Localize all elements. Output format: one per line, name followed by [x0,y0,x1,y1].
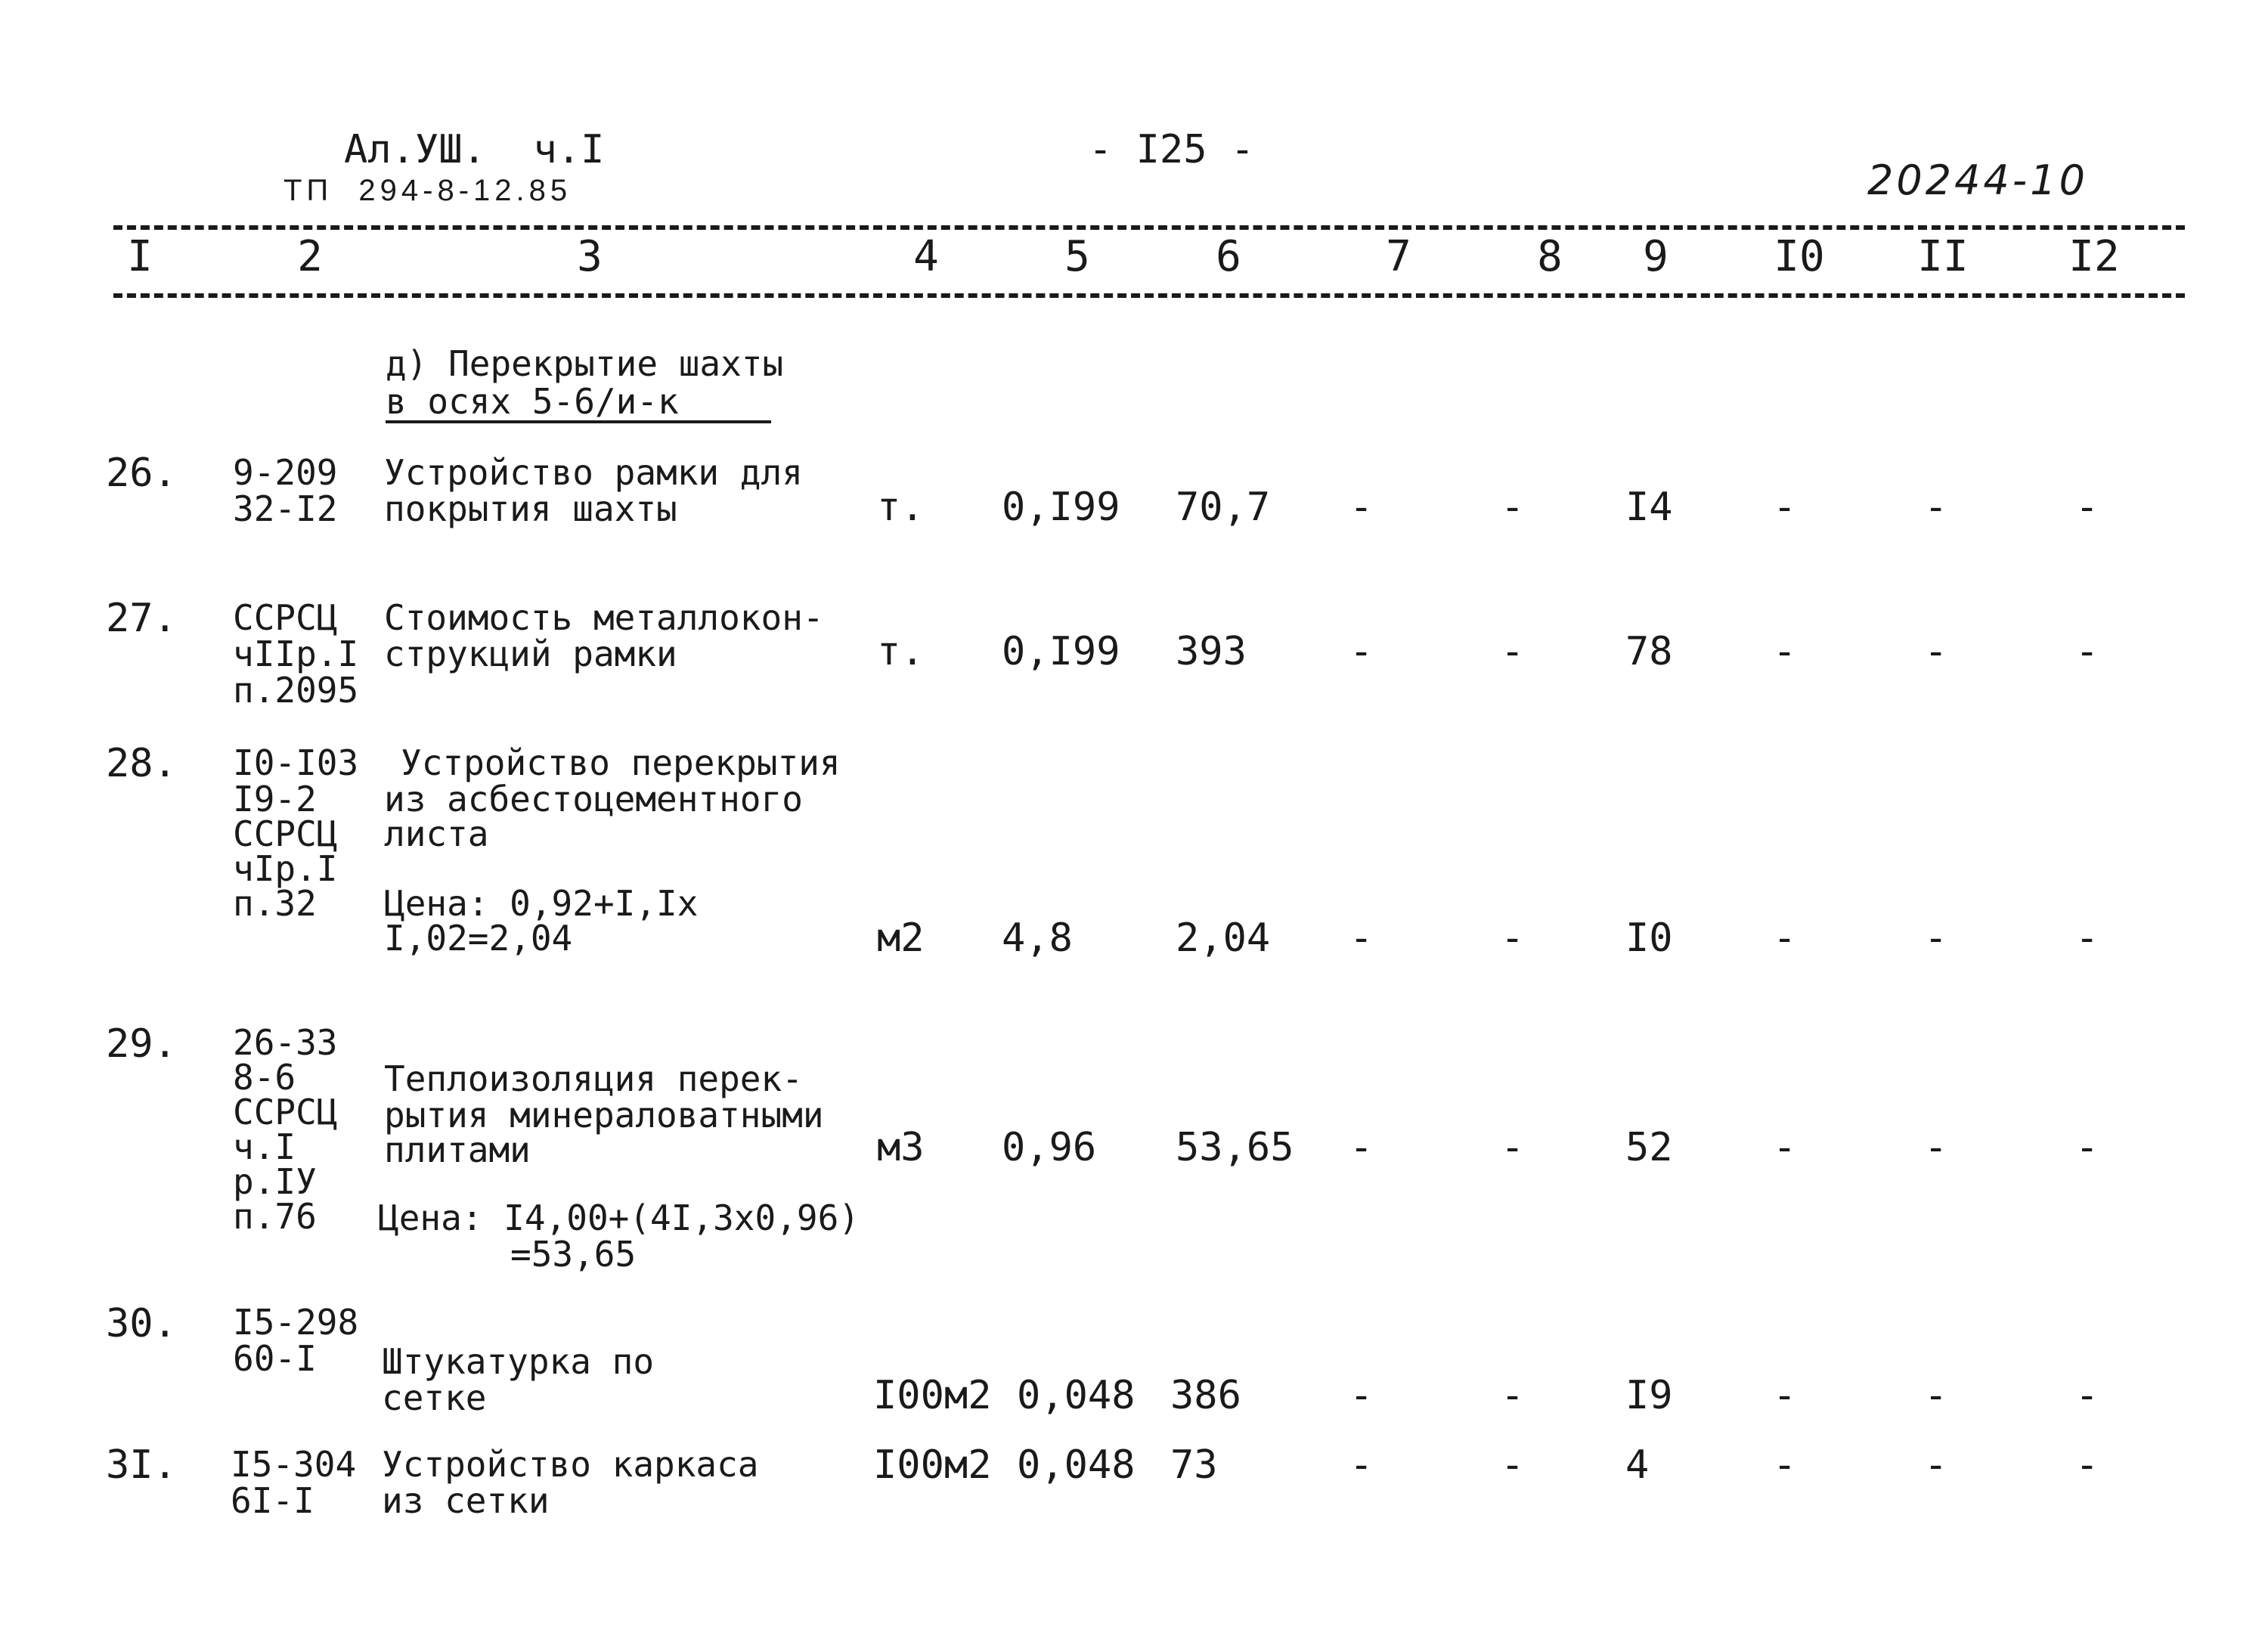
cell-col11: - [1924,1442,1948,1488]
cell-col11: - [1924,1373,1948,1418]
quantity: 4,8 [1002,915,1073,961]
price-calculation: I,02=2,04 [384,918,573,959]
album-label: Ал.УШ. ч.I [344,127,605,172]
unit-price: 70,7 [1176,485,1271,530]
column-header: 2 [297,232,323,281]
cell-col10: - [1773,915,1797,961]
work-description: листа [384,813,489,854]
cell-col9: 78 [1625,629,1673,674]
work-description: плитами [384,1129,531,1170]
norm-code: п.32 [233,883,317,924]
cell-col7: - [1349,485,1374,530]
header-top-rule [113,225,2185,230]
cell-col8: - [1501,1442,1525,1488]
cell-col9: I9 [1625,1373,1673,1418]
header-bottom-rule [113,293,2185,298]
column-header: 5 [1064,232,1090,281]
column-header: 3 [577,232,603,281]
cell-col7: - [1349,629,1374,674]
cell-col9: 4 [1625,1442,1650,1488]
work-description: Штукатурка по [382,1341,655,1382]
norm-code: I0-I03 [233,742,359,783]
cell-col12: - [2075,915,2099,961]
price-calculation: Цена: 0,92+I,Ix [384,883,699,924]
column-header: 8 [1537,232,1563,281]
unit: т. [877,629,925,674]
work-description: Теплоизоляция перек- [384,1058,803,1099]
cell-col9: 52 [1625,1125,1673,1170]
quantity: 0,I99 [1002,485,1120,530]
norm-code: ССРСЦ [233,597,338,638]
norm-code: 32-I2 [233,488,338,529]
cell-col8: - [1501,915,1525,961]
tp-code-stamp: ТП 294-8-12.85 [284,174,572,207]
work-description: сетке [382,1377,487,1418]
cell-col7: - [1349,1373,1374,1418]
norm-code: I5-304 [231,1444,357,1485]
norm-code: п.2095 [233,670,359,711]
cell-col7: - [1349,915,1374,961]
quantity: 0,048 [1017,1442,1136,1488]
unit: I00м2 [873,1442,992,1488]
cell-col10: - [1773,485,1797,530]
cell-col10: - [1773,629,1797,674]
unit-price: 393 [1176,629,1247,674]
column-header: I2 [2068,232,2120,281]
cell-col8: - [1501,1373,1525,1418]
work-description: из асбестоцементного [384,779,803,819]
column-header: 6 [1216,232,1241,281]
unit: т. [877,485,925,530]
cell-col12: - [2075,1373,2099,1418]
cell-col8: - [1501,485,1525,530]
cell-col11: - [1924,915,1948,961]
row-number: 28. [106,741,177,786]
norm-code: ССРСЦ [233,1092,338,1132]
work-description: из сетки [382,1480,550,1521]
column-header: I [127,232,153,281]
row-number: 27. [106,596,177,641]
cell-col12: - [2075,485,2099,530]
row-number: 3I. [106,1442,177,1488]
quantity: 0,I99 [1002,629,1120,674]
handwritten-doc-number: 20244-10 [1867,156,2088,204]
section-underline [386,420,771,423]
norm-code: 60-I [233,1338,317,1379]
cell-col12: - [2075,1442,2099,1488]
cell-col11: - [1924,1125,1948,1170]
norm-code: 26-33 [233,1022,338,1063]
page-number: - I25 - [1089,127,1255,172]
unit: м2 [877,915,925,961]
cell-col8: - [1501,1125,1525,1170]
price-calculation: =53,65 [510,1234,637,1275]
cell-col8: - [1501,629,1525,674]
norm-code: 9-209 [233,452,338,493]
column-header: 7 [1386,232,1411,281]
column-header: I0 [1774,232,1825,281]
unit-price: 386 [1170,1373,1241,1418]
cell-col9: I0 [1625,915,1673,961]
cell-col7: - [1349,1125,1374,1170]
section-title: д) Перекрытие шахты [386,343,784,384]
cell-col7: - [1349,1442,1374,1488]
norm-code: чIIр.I [233,634,359,674]
cell-col12: - [2075,629,2099,674]
cell-col11: - [1924,629,1948,674]
norm-code: р.IУ [233,1161,317,1202]
work-description: Устройство каркаса [382,1444,759,1485]
unit-price: 73 [1170,1442,1218,1488]
work-description: струкций рамки [384,634,677,674]
cell-col10: - [1773,1125,1797,1170]
row-number: 29. [106,1021,177,1067]
work-description: Устройство перекрытия [401,742,841,783]
norm-code: I5-298 [233,1302,359,1343]
cell-col11: - [1924,485,1948,530]
norm-code: 6I-I [231,1480,314,1521]
column-header: 4 [913,232,939,281]
norm-code: п.76 [233,1196,317,1237]
cell-col10: - [1773,1442,1797,1488]
norm-code: чIр.I [233,848,338,889]
unit-price: 2,04 [1176,915,1271,961]
quantity: 0,048 [1017,1373,1136,1418]
row-number: 30. [106,1301,177,1346]
work-description: Стоимость металлокон- [384,597,824,638]
price-calculation: Цена: I4,00+(4I,3х0,96) [378,1197,860,1238]
unit: м3 [877,1125,925,1170]
column-header: 9 [1643,232,1668,281]
quantity: 0,96 [1002,1125,1097,1170]
section-subtitle: в осях 5-6/и-к [386,381,679,422]
norm-code: ССРСЦ [233,813,338,854]
norm-code: I9-2 [233,779,317,819]
unit: I00м2 [873,1373,992,1418]
work-description: Устройство рамки для [384,452,803,493]
work-description: рытия минераловатными [384,1095,824,1135]
norm-code: ч.I [233,1126,296,1167]
cell-col9: I4 [1625,485,1673,530]
row-number: 26. [106,451,177,496]
cell-col12: - [2075,1125,2099,1170]
norm-code: 8-6 [233,1057,296,1098]
work-description: покрытия шахты [384,488,677,529]
cell-col10: - [1773,1373,1797,1418]
unit-price: 53,65 [1176,1125,1294,1170]
column-header: II [1917,232,1969,281]
